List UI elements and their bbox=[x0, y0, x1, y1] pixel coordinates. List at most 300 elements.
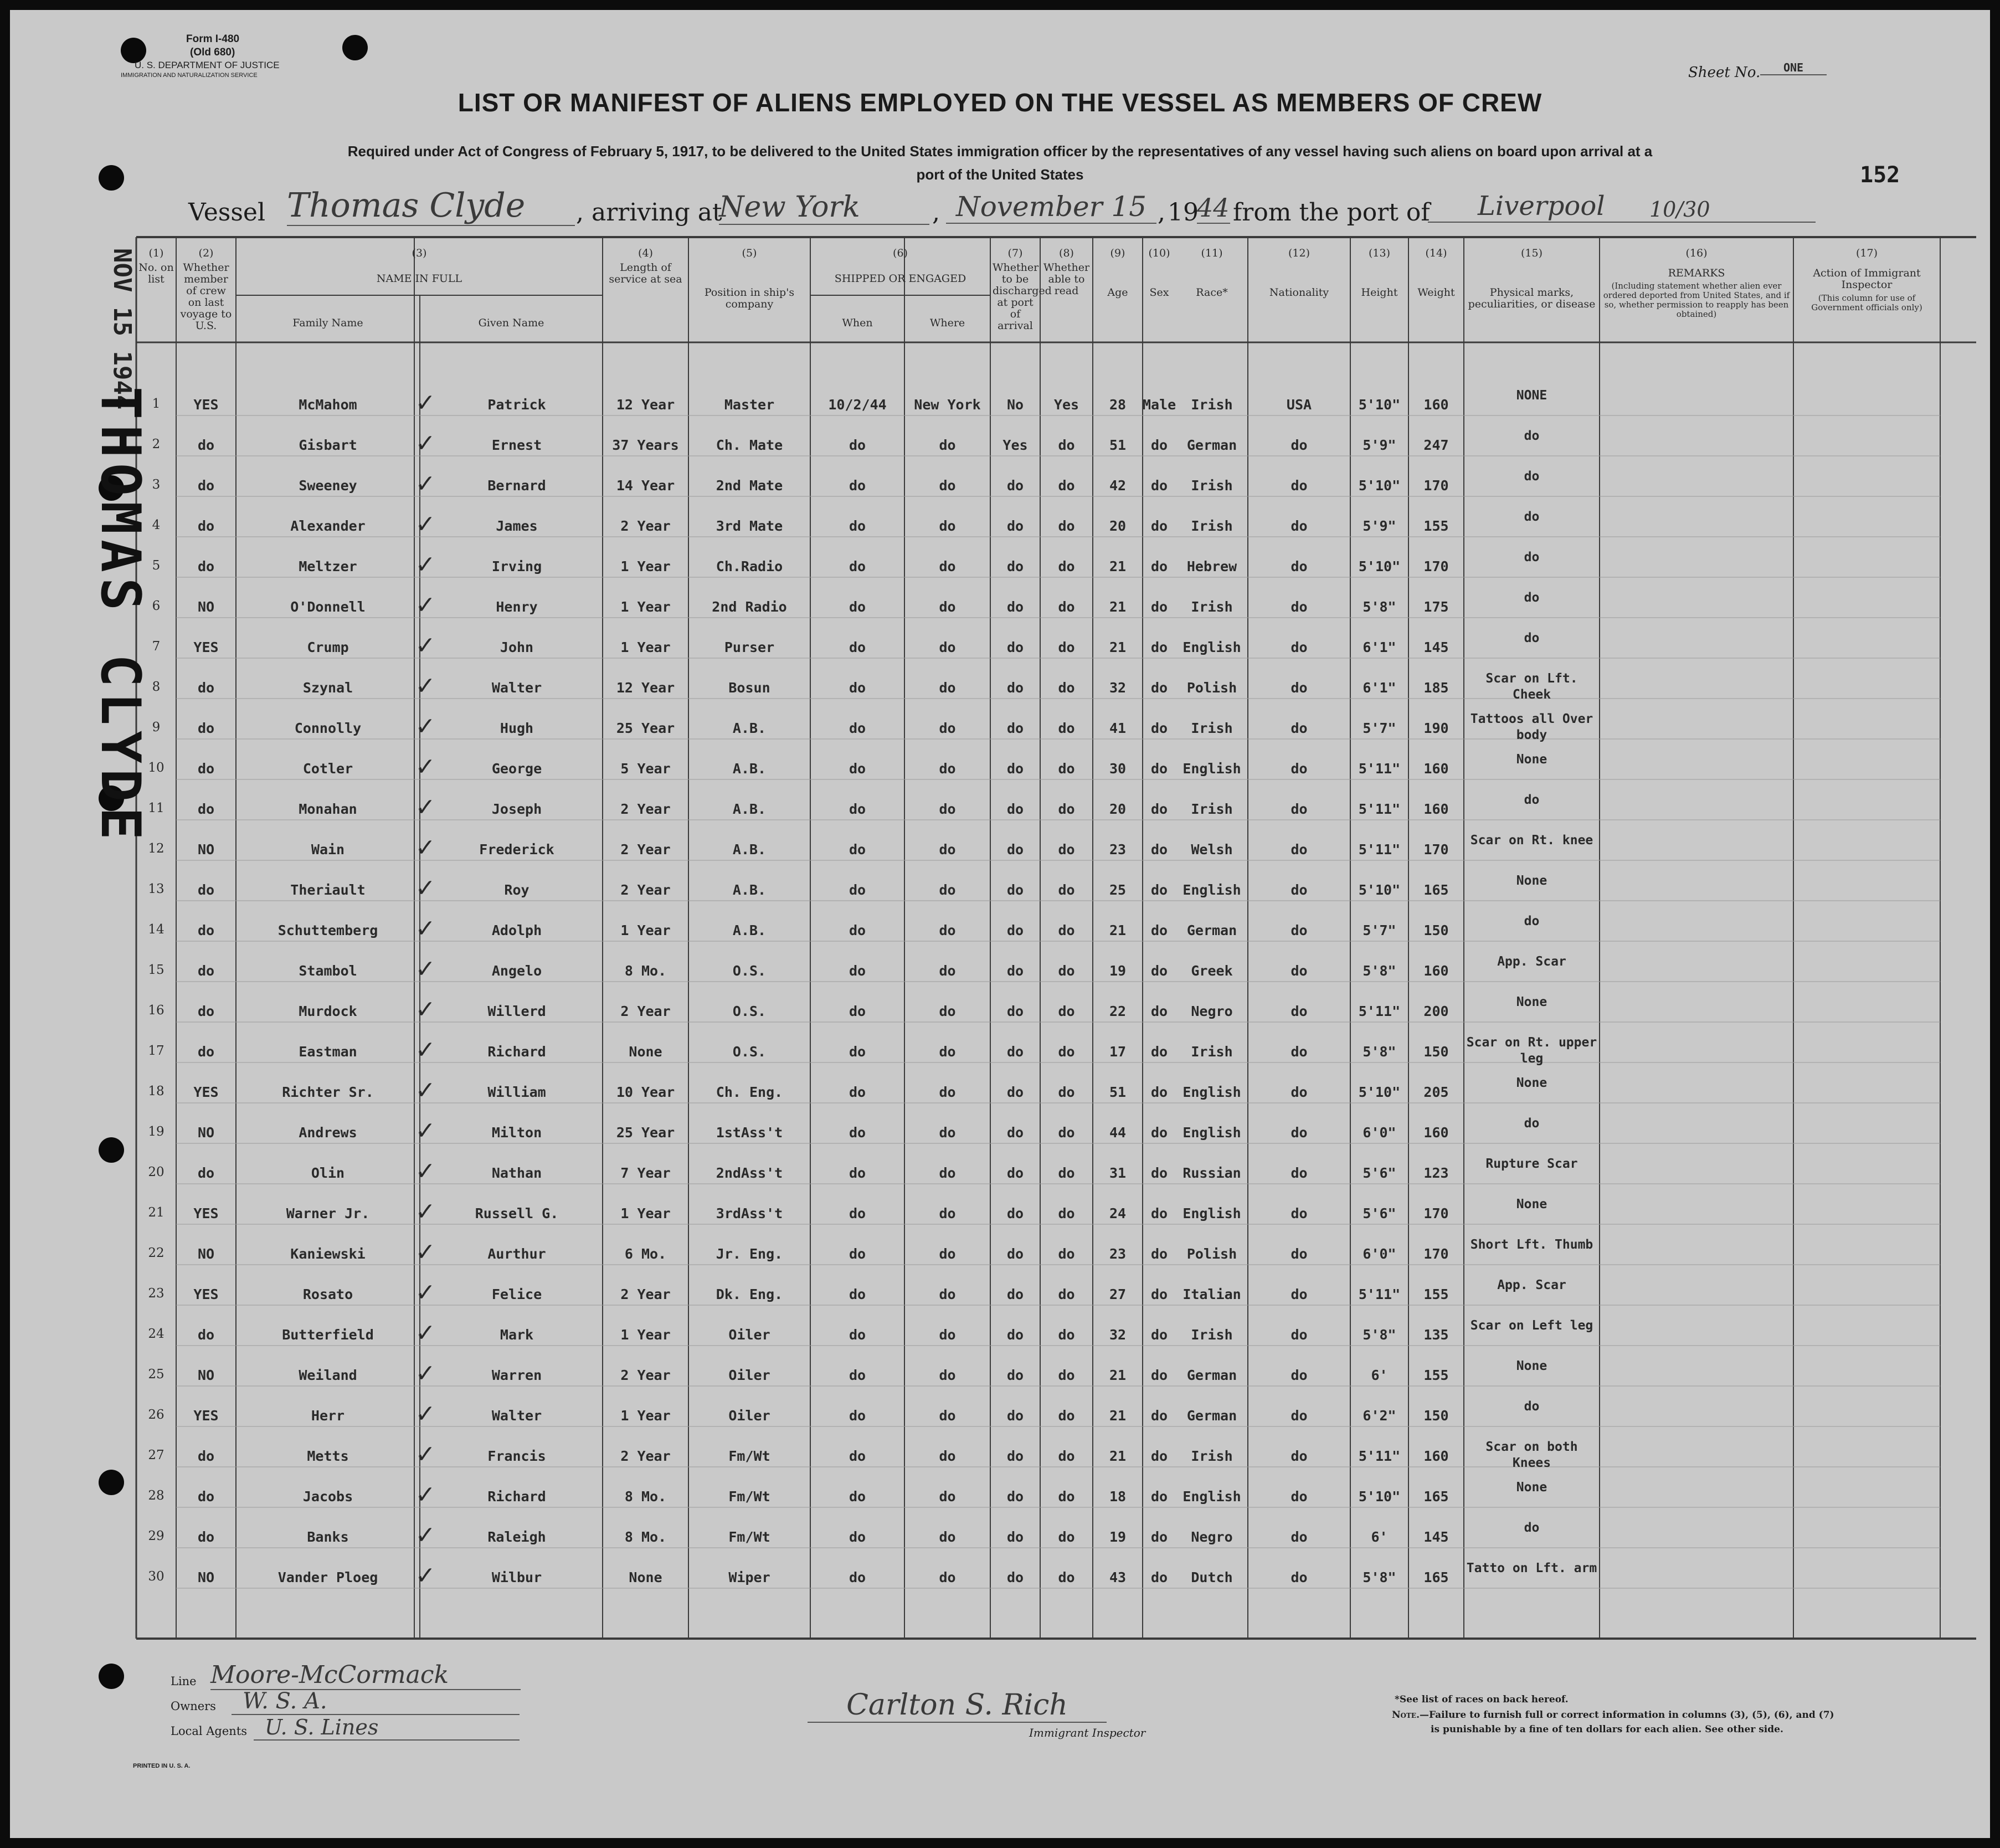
family-name: Cotler bbox=[302, 761, 353, 777]
table-row bbox=[10, 1480, 1990, 1524]
given-name: Walter bbox=[491, 1408, 542, 1424]
position: Ch. Mate bbox=[716, 437, 783, 453]
height: 5'6" bbox=[1363, 1205, 1396, 1221]
row-number: 25 bbox=[148, 1367, 164, 1382]
previous-voyage: NO bbox=[197, 1569, 215, 1585]
shipped-when: do bbox=[849, 720, 866, 736]
able-to-read: do bbox=[1058, 1205, 1075, 1221]
nationality: do bbox=[1291, 1569, 1308, 1585]
age: 41 bbox=[1109, 720, 1127, 736]
to-be-discharged: do bbox=[1006, 1529, 1024, 1545]
physical-marks: None bbox=[1516, 752, 1547, 767]
physical-marks: None bbox=[1516, 874, 1547, 888]
previous-voyage: YES bbox=[193, 1084, 219, 1100]
given-name: John bbox=[500, 639, 534, 655]
position: Wiper bbox=[728, 1569, 770, 1585]
given-name: Richard bbox=[487, 1044, 546, 1060]
height: 5'8" bbox=[1363, 1044, 1396, 1060]
race: Irish bbox=[1191, 478, 1233, 494]
able-to-read: do bbox=[1058, 1529, 1075, 1545]
length-of-service: 8 Mo. bbox=[624, 1529, 667, 1545]
inspector-label: Immigrant Inspector bbox=[1029, 1726, 1146, 1739]
age: 43 bbox=[1109, 1569, 1127, 1585]
previous-voyage: YES bbox=[193, 639, 219, 655]
sheet-number: ONE bbox=[1760, 61, 1827, 75]
previous-voyage: do bbox=[197, 1003, 215, 1019]
able-to-read: do bbox=[1058, 1286, 1075, 1302]
shipped-where: do bbox=[939, 1286, 956, 1302]
height: 5'11" bbox=[1358, 841, 1401, 858]
row-number: 9 bbox=[152, 720, 161, 735]
nationality: do bbox=[1291, 1327, 1308, 1343]
race: Negro bbox=[1191, 1003, 1233, 1019]
shipped-where: do bbox=[939, 841, 956, 858]
weight: 160 bbox=[1423, 397, 1449, 413]
length-of-service: 1 Year bbox=[620, 639, 671, 655]
checkmark-icon: ✓ bbox=[415, 793, 436, 822]
row-number: 27 bbox=[148, 1448, 164, 1462]
sex: do bbox=[1150, 518, 1168, 534]
able-to-read: do bbox=[1058, 963, 1075, 979]
weight: 145 bbox=[1423, 1529, 1449, 1545]
year-suffix: 44 bbox=[1197, 193, 1230, 223]
length-of-service: 7 Year bbox=[620, 1165, 671, 1181]
given-name: Frederick bbox=[479, 841, 554, 858]
height: 5'11" bbox=[1358, 1448, 1401, 1464]
age: 17 bbox=[1109, 1044, 1127, 1060]
table-row bbox=[10, 671, 1990, 716]
weight: 165 bbox=[1423, 882, 1449, 898]
shipped-where: do bbox=[939, 1044, 956, 1060]
checkmark-icon: ✓ bbox=[415, 753, 436, 781]
nationality: do bbox=[1291, 1529, 1308, 1545]
length-of-service: 2 Year bbox=[620, 882, 671, 898]
weight: 175 bbox=[1423, 599, 1449, 615]
agents-value: U. S. Lines bbox=[254, 1715, 520, 1741]
table-row bbox=[10, 1116, 1990, 1161]
race: Italian bbox=[1182, 1286, 1241, 1302]
column-number: (15) bbox=[1520, 247, 1543, 259]
nationality: do bbox=[1291, 1084, 1308, 1100]
position: Purser bbox=[724, 639, 775, 655]
length-of-service: 2 Year bbox=[620, 1367, 671, 1383]
physical-marks: NONE bbox=[1516, 388, 1547, 403]
position: O.S. bbox=[732, 1003, 767, 1019]
physical-marks: Tatto on Lft. arm bbox=[1466, 1561, 1597, 1575]
able-to-read: do bbox=[1058, 680, 1075, 696]
race: Irish bbox=[1191, 801, 1233, 817]
position: A.B. bbox=[732, 841, 767, 858]
given-name: Raleigh bbox=[487, 1529, 546, 1545]
length-of-service: 5 Year bbox=[620, 761, 671, 777]
able-to-read: do bbox=[1058, 558, 1075, 574]
column-number: (5) bbox=[742, 247, 757, 259]
row-number: 28 bbox=[148, 1488, 164, 1503]
weight: 160 bbox=[1423, 801, 1449, 817]
length-of-service: 6 Mo. bbox=[624, 1246, 667, 1262]
able-to-read: do bbox=[1058, 922, 1075, 938]
row-number: 16 bbox=[148, 1003, 164, 1018]
height: 5'11" bbox=[1358, 761, 1401, 777]
race: English bbox=[1182, 1084, 1241, 1100]
row-number: 18 bbox=[148, 1084, 164, 1098]
table-row bbox=[10, 874, 1990, 918]
given-name: Joseph bbox=[491, 801, 542, 817]
races-note: *See list of races on back hereof. bbox=[1395, 1694, 1569, 1705]
row-number: 14 bbox=[148, 922, 164, 937]
nationality: do bbox=[1291, 922, 1308, 938]
checkmark-icon: ✓ bbox=[415, 874, 436, 902]
previous-voyage: do bbox=[197, 680, 215, 696]
physical-marks: Scar on Rt. knee bbox=[1470, 833, 1593, 848]
checkmark-icon: ✓ bbox=[415, 915, 436, 943]
family-name: Warner Jr. bbox=[286, 1205, 370, 1221]
to-be-discharged: Yes bbox=[1002, 437, 1028, 453]
race: German bbox=[1186, 437, 1237, 453]
sex: do bbox=[1150, 1327, 1168, 1343]
sex: do bbox=[1150, 478, 1168, 494]
row-number: 22 bbox=[148, 1246, 164, 1260]
table-row bbox=[10, 429, 1990, 473]
position: Fm/Wt bbox=[728, 1448, 770, 1464]
family-name: Weiland bbox=[299, 1367, 357, 1383]
checkmark-icon: ✓ bbox=[415, 955, 436, 983]
table-row bbox=[10, 1076, 1990, 1120]
page-title: LIST OR MANIFEST OF ALIENS EMPLOYED ON THE VESSEL AS MEMBERS OF CREW bbox=[457, 88, 1543, 117]
family-name: Andrews bbox=[299, 1125, 357, 1141]
height: 5'7" bbox=[1363, 922, 1396, 938]
shipped-when: do bbox=[849, 1165, 866, 1181]
race: Irish bbox=[1191, 1327, 1233, 1343]
family-name: Metts bbox=[307, 1448, 349, 1464]
previous-voyage: YES bbox=[193, 1408, 219, 1424]
to-be-discharged: do bbox=[1006, 478, 1024, 494]
shipped-where: do bbox=[939, 680, 956, 696]
column-header: Race* bbox=[1196, 286, 1228, 299]
shipped-when: do bbox=[849, 882, 866, 898]
given-name: Roy bbox=[504, 882, 529, 898]
table-row bbox=[10, 1561, 1990, 1605]
shipped-when: do bbox=[849, 1529, 866, 1545]
shipped-where: do bbox=[939, 639, 956, 655]
sex: do bbox=[1150, 639, 1168, 655]
able-to-read: do bbox=[1058, 1044, 1075, 1060]
sex: do bbox=[1150, 801, 1168, 817]
age: 32 bbox=[1109, 680, 1127, 696]
row-number: 10 bbox=[148, 761, 164, 775]
physical-marks: do bbox=[1524, 1521, 1540, 1535]
shipped-where: do bbox=[939, 1205, 956, 1221]
column-number: (2) bbox=[198, 247, 214, 259]
shipped-where: do bbox=[939, 1569, 956, 1585]
row-number: 11 bbox=[148, 801, 164, 815]
physical-marks: do bbox=[1524, 793, 1540, 807]
previous-voyage: NO bbox=[197, 1246, 215, 1262]
length-of-service: 25 Year bbox=[616, 1125, 675, 1141]
sex: do bbox=[1150, 1003, 1168, 1019]
race: Irish bbox=[1191, 397, 1233, 413]
physical-marks: do bbox=[1524, 1116, 1540, 1131]
shipped-when: do bbox=[849, 1003, 866, 1019]
table-row bbox=[10, 914, 1990, 958]
family-name: Alexander bbox=[290, 518, 366, 534]
age: 21 bbox=[1109, 1448, 1127, 1464]
height: 5'10" bbox=[1358, 1488, 1401, 1505]
height: 6'0" bbox=[1363, 1246, 1396, 1262]
shipped-where: do bbox=[939, 1529, 956, 1545]
able-to-read: do bbox=[1058, 1125, 1075, 1141]
position: Ch. Eng. bbox=[716, 1084, 783, 1100]
physical-marks: do bbox=[1524, 510, 1540, 524]
length-of-service: 37 Years bbox=[612, 437, 679, 453]
able-to-read: Yes bbox=[1053, 397, 1079, 413]
sex: do bbox=[1150, 599, 1168, 615]
position: Ch.Radio bbox=[716, 558, 783, 574]
shipped-when: do bbox=[849, 801, 866, 817]
vessel-label: Vessel bbox=[188, 198, 266, 227]
table-row bbox=[10, 1238, 1990, 1282]
age: 21 bbox=[1109, 639, 1127, 655]
row-number: 3 bbox=[152, 478, 161, 492]
physical-marks: do bbox=[1524, 550, 1540, 564]
checkmark-icon: ✓ bbox=[415, 510, 436, 538]
column-number: (10) bbox=[1148, 247, 1170, 259]
age: 51 bbox=[1109, 437, 1127, 453]
weight: 170 bbox=[1423, 478, 1449, 494]
to-be-discharged: do bbox=[1006, 1488, 1024, 1505]
position: Bosun bbox=[728, 680, 770, 696]
position: Master bbox=[724, 397, 775, 413]
length-of-service: 12 Year bbox=[616, 680, 675, 696]
length-of-service: 2 Year bbox=[620, 1448, 671, 1464]
sex: do bbox=[1150, 1205, 1168, 1221]
given-name: Nathan bbox=[491, 1165, 542, 1181]
column-header: Age bbox=[1107, 286, 1128, 299]
department-name: U. S. DEPARTMENT OF JUSTICE bbox=[135, 60, 280, 70]
weight: 165 bbox=[1423, 1569, 1449, 1585]
column-number: (6) bbox=[893, 247, 908, 259]
given-name: Willerd bbox=[487, 1003, 546, 1019]
age: 21 bbox=[1109, 558, 1127, 574]
table-row bbox=[10, 1359, 1990, 1403]
given-name: James bbox=[496, 518, 538, 534]
column-header: REMARKS bbox=[1668, 267, 1725, 279]
family-name: Monahan bbox=[299, 801, 357, 817]
previous-voyage: NO bbox=[197, 841, 215, 858]
to-be-discharged: do bbox=[1006, 639, 1024, 655]
age: 24 bbox=[1109, 1205, 1127, 1221]
age: 28 bbox=[1109, 397, 1127, 413]
age: 23 bbox=[1109, 841, 1127, 858]
previous-voyage: do bbox=[197, 478, 215, 494]
race: English bbox=[1182, 882, 1241, 898]
shipped-when: 10/2/44 bbox=[828, 397, 887, 413]
inspector-signature: Carlton S. Rich bbox=[808, 1688, 1107, 1723]
checkmark-icon: ✓ bbox=[415, 1521, 436, 1549]
family-name: Theriault bbox=[290, 882, 366, 898]
weight: 155 bbox=[1423, 518, 1449, 534]
position: Oiler bbox=[728, 1408, 770, 1424]
age: 27 bbox=[1109, 1286, 1127, 1302]
column-header: Weight bbox=[1417, 286, 1455, 299]
column-subheader: When bbox=[842, 317, 873, 329]
age: 21 bbox=[1109, 922, 1127, 938]
to-be-discharged: do bbox=[1006, 680, 1024, 696]
age: 18 bbox=[1109, 1488, 1127, 1505]
shipped-where: do bbox=[939, 963, 956, 979]
service-name: IMMIGRATION AND NATURALIZATION SERVICE bbox=[121, 72, 258, 79]
given-name: Ernest bbox=[491, 437, 542, 453]
checkmark-icon: ✓ bbox=[415, 551, 436, 579]
sex: do bbox=[1150, 1165, 1168, 1181]
to-be-discharged: do bbox=[1006, 1003, 1024, 1019]
column-header: Length of service at sea bbox=[609, 261, 682, 285]
family-name: Butterfield bbox=[282, 1327, 374, 1343]
shipped-where: do bbox=[939, 801, 956, 817]
able-to-read: do bbox=[1058, 1165, 1075, 1181]
shipped-when: do bbox=[849, 1246, 866, 1262]
given-name: Russell G. bbox=[475, 1205, 559, 1221]
height: 5'8" bbox=[1363, 1569, 1396, 1585]
race: English bbox=[1182, 1125, 1241, 1141]
to-be-discharged: do bbox=[1006, 801, 1024, 817]
physical-marks: do bbox=[1524, 631, 1540, 645]
race: German bbox=[1186, 922, 1237, 938]
to-be-discharged: do bbox=[1006, 1408, 1024, 1424]
height: 5'10" bbox=[1358, 558, 1401, 574]
page-number: 152 bbox=[1860, 162, 1900, 188]
form-number: Form I-480 bbox=[186, 33, 240, 45]
position: 3rd Mate bbox=[716, 518, 783, 534]
family-name: Gisbart bbox=[299, 437, 357, 453]
agents-label: Local Agents bbox=[171, 1724, 248, 1738]
position: A.B. bbox=[732, 882, 767, 898]
race: Greek bbox=[1191, 963, 1233, 979]
given-name: Adolph bbox=[491, 922, 542, 938]
position: A.B. bbox=[732, 922, 767, 938]
row-number: 19 bbox=[148, 1125, 164, 1139]
length-of-service: 1 Year bbox=[620, 1327, 671, 1343]
weight: 160 bbox=[1423, 963, 1449, 979]
table-row bbox=[10, 1035, 1990, 1080]
column-number: (8) bbox=[1059, 247, 1074, 259]
family-name: Rosato bbox=[302, 1286, 353, 1302]
shipped-when: do bbox=[849, 1044, 866, 1060]
table-row bbox=[10, 712, 1990, 756]
printed-in-usa: PRINTED IN U. S. A. bbox=[133, 1763, 191, 1769]
nationality: do bbox=[1291, 1367, 1308, 1383]
length-of-service: 14 Year bbox=[616, 478, 675, 494]
shipped-when: do bbox=[849, 478, 866, 494]
table-row bbox=[10, 631, 1990, 675]
physical-marks: Rupture Scar bbox=[1485, 1157, 1578, 1171]
to-be-discharged: do bbox=[1006, 518, 1024, 534]
given-name: Felice bbox=[491, 1286, 542, 1302]
row-number: 21 bbox=[148, 1205, 164, 1220]
physical-marks: None bbox=[1516, 1197, 1547, 1212]
age: 51 bbox=[1109, 1084, 1127, 1100]
physical-marks: App. Scar bbox=[1497, 1278, 1566, 1292]
shipped-when: do bbox=[849, 1286, 866, 1302]
family-name: Sweeney bbox=[299, 478, 357, 494]
physical-marks: do bbox=[1524, 429, 1540, 443]
to-be-discharged: do bbox=[1006, 1125, 1024, 1141]
shipped-where: do bbox=[939, 1488, 956, 1505]
vessel-name: Thomas Clyde bbox=[287, 186, 575, 226]
given-name: Wilbur bbox=[491, 1569, 542, 1585]
weight: 150 bbox=[1423, 1044, 1449, 1060]
table-row bbox=[10, 469, 1990, 514]
sex: do bbox=[1150, 882, 1168, 898]
to-be-discharged: do bbox=[1006, 841, 1024, 858]
column-number: (11) bbox=[1201, 247, 1223, 259]
previous-voyage: YES bbox=[193, 1286, 219, 1302]
family-name: Szynal bbox=[302, 680, 353, 696]
sex: do bbox=[1150, 922, 1168, 938]
physical-marks: Scar on Left leg bbox=[1470, 1318, 1593, 1333]
length-of-service: 2 Year bbox=[620, 801, 671, 817]
column-header: Nationality bbox=[1269, 286, 1329, 299]
previous-voyage: do bbox=[197, 963, 215, 979]
table-row bbox=[10, 1521, 1990, 1565]
from-port: Liverpool bbox=[1428, 191, 1816, 223]
family-name: Connolly bbox=[294, 720, 362, 736]
shipped-when: do bbox=[849, 1367, 866, 1383]
position: O.S. bbox=[732, 963, 767, 979]
weight: 170 bbox=[1423, 558, 1449, 574]
sex: Male bbox=[1143, 397, 1176, 413]
family-name: Jacobs bbox=[302, 1488, 353, 1505]
shipped-where: do bbox=[939, 882, 956, 898]
row-number: 2 bbox=[152, 437, 161, 451]
length-of-service: 1 Year bbox=[620, 1408, 671, 1424]
race: German bbox=[1186, 1367, 1237, 1383]
race: Irish bbox=[1191, 599, 1233, 615]
age: 44 bbox=[1109, 1125, 1127, 1141]
nationality: do bbox=[1291, 882, 1308, 898]
family-name: Wain bbox=[311, 841, 345, 858]
shipped-when: do bbox=[849, 599, 866, 615]
departure-date: 10/30 bbox=[1649, 197, 1710, 222]
position: Oiler bbox=[728, 1327, 770, 1343]
to-be-discharged: do bbox=[1006, 1084, 1024, 1100]
row-number: 7 bbox=[152, 639, 161, 654]
previous-voyage: do bbox=[197, 518, 215, 534]
checkmark-icon: ✓ bbox=[415, 1440, 436, 1469]
physical-marks: None bbox=[1516, 1480, 1547, 1495]
shipped-when: do bbox=[849, 963, 866, 979]
given-name: Bernard bbox=[487, 478, 546, 494]
to-be-discharged: do bbox=[1006, 1246, 1024, 1262]
shipped-where: do bbox=[939, 1246, 956, 1262]
height: 5'8" bbox=[1363, 1327, 1396, 1343]
previous-voyage: YES bbox=[193, 397, 219, 413]
given-name: Richard bbox=[487, 1488, 546, 1505]
nationality: do bbox=[1291, 558, 1308, 574]
nationality: do bbox=[1291, 720, 1308, 736]
race: Polish bbox=[1186, 1246, 1237, 1262]
sex: do bbox=[1150, 1488, 1168, 1505]
manifest-sheet bbox=[10, 10, 1990, 1838]
nationality: do bbox=[1291, 437, 1308, 453]
column-number: (13) bbox=[1368, 247, 1390, 259]
race: Polish bbox=[1186, 680, 1237, 696]
position: Dk. Eng. bbox=[716, 1286, 783, 1302]
checkmark-icon: ✓ bbox=[415, 591, 436, 619]
column-header: SHIPPED OR ENGAGED bbox=[834, 273, 966, 285]
table-row bbox=[10, 995, 1990, 1039]
line-value: Moore-McCormack bbox=[210, 1661, 521, 1690]
